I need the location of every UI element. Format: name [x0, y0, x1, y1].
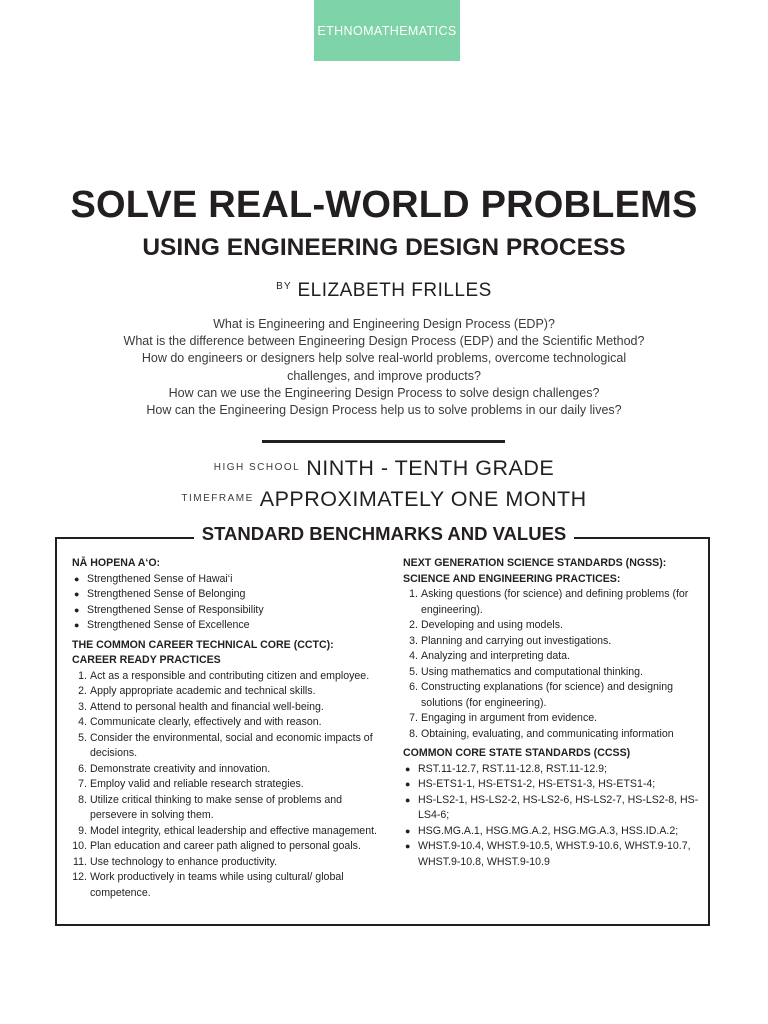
- item-text: Apply appropriate academic and technical skills.: [90, 685, 316, 697]
- question-line: How can the Engineering Design Process help us to solve problems in our daily lives?: [146, 403, 622, 418]
- item-text: Act as a responsible and contributing citizen and employee.: [90, 669, 370, 682]
- item-text: Obtaining, evaluating, and communicating information: [421, 727, 674, 740]
- guiding-questions: [90, 316, 678, 419]
- item-number: 5.: [409, 665, 418, 678]
- item-text: Plan education and career path aligned to personal goals.: [90, 840, 361, 852]
- list-item: [403, 587, 703, 618]
- item-number: 8.: [409, 727, 418, 740]
- ngss-title: NEXT GENERATION SCIENCE STANDARDS (NGSS):: [403, 557, 667, 569]
- list-item: ● Strengthened Sense of Hawai‘i: [72, 572, 382, 588]
- list-item: ● Strengthened Sense of Belonging: [72, 587, 382, 603]
- question-line: challenges, and improve products?: [287, 368, 481, 383]
- ngss-subtitle: SCIENCE AND ENGINEERING PRACTICES:: [403, 572, 621, 585]
- item-number: 1.: [409, 588, 418, 600]
- item-number: 1.: [78, 669, 87, 682]
- item-number: 11.: [73, 855, 87, 868]
- item-text: Consider the environmental, social and economic impacts of decisions.: [90, 731, 373, 759]
- list-item: [403, 727, 703, 743]
- item-number: 12.: [72, 871, 87, 883]
- question-line: How can we use the Engineering Design Process to solve design challenges?: [168, 385, 600, 400]
- grade-level-value: NINTH - TENTH GRADE: [306, 456, 555, 480]
- list-item: [72, 762, 382, 778]
- timeframe-value: APPROXIMATELY ONE MONTH: [259, 487, 587, 511]
- list-item: [72, 824, 382, 840]
- author-name: ELIZABETH FRILLES: [297, 280, 492, 301]
- page-title: SOLVE REAL-WORLD PROBLEMS: [70, 184, 698, 226]
- timeframe-label: TIMEFRAME: [181, 493, 254, 504]
- item-text: Developing and using models.: [421, 619, 563, 631]
- item-number: 4.: [78, 716, 87, 728]
- item-number: 3.: [409, 634, 418, 647]
- list-item: [403, 618, 703, 634]
- timeframe-row: [0, 487, 768, 512]
- item-number: 10.: [72, 840, 87, 852]
- cctc-title: THE COMMON CAREER TECHNICAL CORE (CCTC):: [72, 638, 334, 651]
- item-number: 2.: [409, 619, 418, 631]
- standards-left-column: [72, 556, 382, 901]
- question-line: How do engineers or designers help solve real-world problems, overcome technological: [141, 351, 627, 366]
- item-number: 6.: [78, 762, 87, 775]
- category-tag: ETHNOMATHEMATICS: [314, 0, 460, 61]
- list-item: [72, 855, 382, 871]
- standards-right-column: [403, 556, 703, 870]
- item-text: Analyzing and interpreting data.: [421, 650, 571, 662]
- list-item: [72, 839, 382, 855]
- list-item: [403, 665, 703, 681]
- list-item: [72, 700, 382, 716]
- list-item: [72, 684, 382, 700]
- list-item: ● HSG.MG.A.1, HSG.MG.A.2, HSG.MG.A.3, HSS.ID.A.2;: [403, 824, 703, 840]
- item-text: Model integrity, ethical leadership and effective management.: [90, 824, 377, 837]
- list-item: ● HS-ETS1-1, HS-ETS1-2, HS-ETS1-3, HS-ETS1-4;: [403, 777, 703, 793]
- item-number: 3.: [78, 700, 87, 713]
- question-line: What is the difference between Engineering Design Process (EDP) and the Scientific Method?: [123, 334, 645, 349]
- list-item: [72, 669, 382, 685]
- item-number: 4.: [409, 650, 418, 662]
- list-item: ● WHST.9-10.4, WHST.9-10.5, WHST.9-10.6, WHST.9-10.7, WHST.9-10.8, WHST.9-10.9: [403, 839, 703, 870]
- grade-level-row: [0, 456, 768, 481]
- item-number: 7.: [78, 778, 87, 790]
- list-item: ● Strengthened Sense of Excellence: [72, 618, 382, 634]
- item-text: Work productively in teams while using cultural/ global competence.: [90, 871, 344, 899]
- item-text: Utilize critical thinking to make sense of problems and persevere in solving them.: [90, 793, 343, 821]
- list-item: [72, 870, 382, 901]
- cctc-subtitle: CAREER READY PRACTICES: [72, 654, 221, 666]
- list-item: ● Strengthened Sense of Responsibility: [72, 603, 382, 619]
- standards-heading: [0, 523, 768, 545]
- hopena-title: NĀ HOPENA A‘O:: [72, 557, 161, 569]
- list-item: [403, 649, 703, 665]
- page-subtitle: USING ENGINEERING DESIGN PROCESS: [142, 234, 626, 261]
- list-item: [403, 711, 703, 727]
- item-text: Using mathematics and computational thinking.: [421, 665, 643, 678]
- ccss-title: COMMON CORE STATE STANDARDS (CCSS): [403, 747, 631, 759]
- list-item: [72, 731, 382, 762]
- item-number: 6.: [409, 681, 418, 693]
- item-text: Engaging in argument from evidence.: [421, 712, 598, 724]
- item-number: 7.: [409, 712, 418, 724]
- item-text: Constructing explanations (for science) and designing solutions (for engineering).: [421, 681, 674, 709]
- item-number: 9.: [78, 824, 87, 837]
- list-item: [72, 715, 382, 731]
- standards-heading-text: STANDARD BENCHMARKS AND VALUES: [194, 523, 575, 544]
- item-text: Employ valid and reliable research strategies.: [90, 778, 304, 790]
- item-text: Attend to personal health and financial well-being.: [90, 700, 324, 713]
- list-item: [72, 793, 382, 824]
- item-text: Asking questions (for science) and defining problems (for engineering).: [421, 588, 689, 616]
- list-item: ● RST.11-12.7, RST.11-12.8, RST.11-12.9;: [403, 762, 703, 778]
- list-item: ● HS-LS2-1, HS-LS2-2, HS-LS2-6, HS-LS2-7, HS-LS2-8, HS-LS4-6;: [403, 793, 703, 824]
- item-text: Use technology to enhance productivity.: [90, 855, 278, 868]
- hopena-list: [72, 572, 382, 634]
- ngss-list: [403, 587, 703, 742]
- byline-prefix: BY: [276, 281, 292, 292]
- item-text: Communicate clearly, effectively and with reason.: [90, 716, 322, 728]
- byline: [0, 280, 768, 302]
- item-text: Planning and carrying out investigations.: [421, 634, 612, 647]
- list-item: [72, 777, 382, 793]
- item-text: Demonstrate creativity and innovation.: [90, 762, 271, 775]
- item-number: 2.: [78, 685, 87, 697]
- list-item: [403, 680, 703, 711]
- item-number: 8.: [78, 793, 87, 806]
- divider: [262, 440, 505, 443]
- ccss-list: [403, 762, 703, 871]
- list-item: [403, 634, 703, 650]
- cctc-list: [72, 669, 382, 902]
- question-line: What is Engineering and Engineering Design Process (EDP)?: [213, 317, 555, 331]
- item-number: 5.: [78, 731, 87, 744]
- grade-level-label: HIGH SCHOOL: [213, 462, 301, 473]
